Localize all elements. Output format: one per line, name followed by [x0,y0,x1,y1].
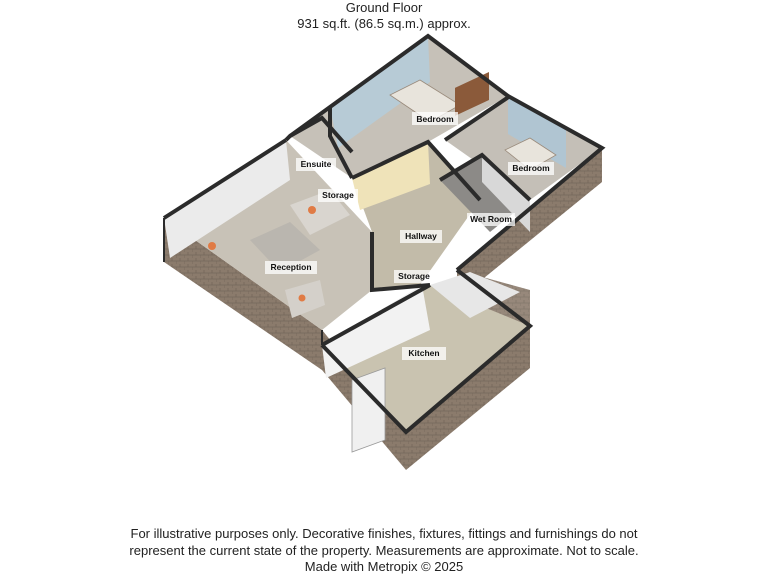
room-label-kitchen: Kitchen [408,348,440,358]
room-label-storage-upper: Storage [322,190,354,200]
disclaimer [0,526,768,576]
room-label-reception: Reception [270,262,312,272]
floor-area: 931 sq.ft. (86.5 sq.m.) approx. [297,16,471,31]
room-label-bedroom-second: Bedroom [512,163,550,173]
room-label-wet-room: Wet Room [470,214,512,224]
room-label-storage-lower: Storage [398,271,430,281]
credit-line: Made with Metropix © 2025 [304,559,464,574]
floor-title: Ground Floor [345,0,423,15]
disclaimer-line-1: For illustrative purposes only. Decorative finishes, fixtures, fittings and furnishings do not [130,526,638,541]
room-label-bedroom-main: Bedroom [416,114,454,124]
disclaimer-line-2: represent the current state of the property. Measurements are approximate. Not to scale. [129,542,639,558]
room-label-ensuite: Ensuite [300,159,332,169]
room-label-hallway: Hallway [405,231,437,241]
